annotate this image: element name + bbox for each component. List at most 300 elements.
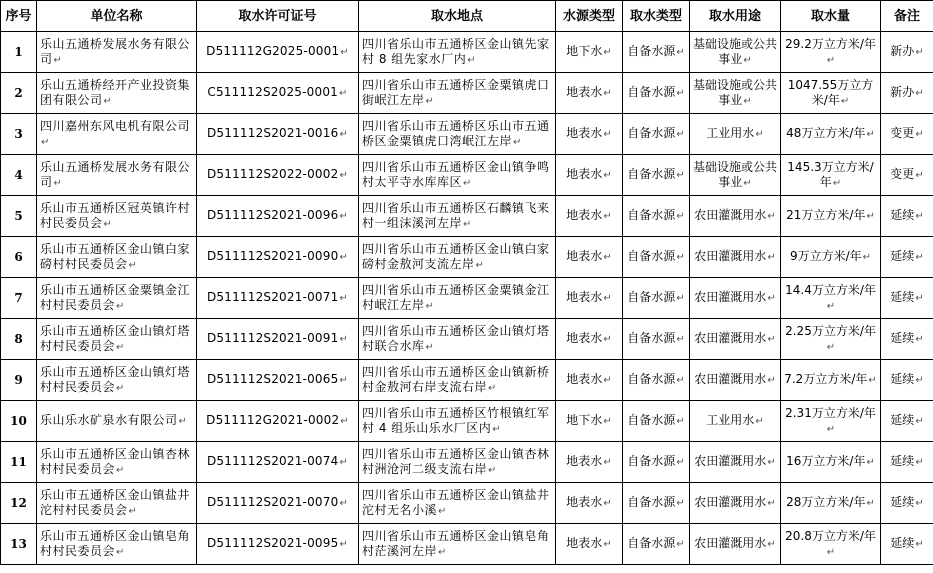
location-cell: [359, 237, 556, 278]
volume-cell-text: 2.25万立方米/年: [785, 323, 876, 338]
source-type-cell-text: 地表水: [566, 536, 603, 550]
volume-cell: [781, 114, 881, 155]
volume-cell-text: 1047.55万立方米/年: [787, 77, 874, 107]
unit-name-cell-text: 乐山市五通桥区金粟镇金江村村民委员会: [40, 282, 191, 312]
paragraph-mark-icon: ↵: [915, 293, 924, 304]
unit-name-cell-text: 乐山市五通桥区金山镇灯塔村村民委员会: [40, 364, 191, 394]
paragraph-mark-icon: ↵: [513, 136, 522, 148]
row-number-text: 6: [14, 249, 23, 264]
paragraph-mark-icon: ↵: [915, 334, 924, 345]
intake-type-cell: [623, 196, 690, 237]
source-type-cell: [556, 278, 623, 319]
header-use: 取水用途: [690, 1, 781, 32]
use-cell: [690, 401, 781, 442]
location-cell-text: 四川省乐山市五通桥区金山镇杏林村洲沧河二级支流右岸: [362, 446, 550, 476]
paragraph-mark-icon: ↵: [339, 252, 349, 263]
row-number: [1, 196, 37, 237]
paragraph-mark-icon: ↵: [603, 539, 612, 550]
header-permit: 取水许可证号: [197, 1, 359, 32]
paragraph-mark-icon: ↵: [676, 375, 685, 386]
permit-number-cell: [197, 114, 359, 155]
paragraph-mark-icon: ↵: [603, 129, 612, 140]
paragraph-mark-icon: ↵: [826, 300, 836, 312]
permit-number-cell-text: D511112G2025-0001: [206, 44, 340, 58]
permit-number-cell: [197, 401, 359, 442]
volume-cell: [781, 196, 881, 237]
location-cell-text: 四川省乐山市五通桥区金粟镇虎口街岷江左岸: [362, 77, 550, 107]
note-cell: [881, 442, 933, 483]
location-cell: [359, 196, 556, 237]
unit-name-cell-text: 乐山市五通桥区冠英镇许村村民委员会: [40, 200, 191, 230]
unit-name-cell-text: 乐山五通桥经开产业投资集团有限公司: [40, 77, 191, 107]
unit-name-cell: [37, 360, 197, 401]
paragraph-mark-icon: ↵: [339, 498, 349, 509]
volume-cell-text: 20.8万立方米/年: [785, 528, 876, 543]
paragraph-mark-icon: ↵: [767, 457, 776, 468]
location-cell-text: 四川省乐山市五通桥区金山镇盐井沱村无名小溪: [362, 487, 550, 517]
permit-number-cell: [197, 524, 359, 565]
paragraph-mark-icon: ↵: [743, 95, 752, 107]
unit-name-cell-text: 乐山乐水矿泉水有限公司: [40, 413, 178, 427]
unit-name-cell: [37, 442, 197, 483]
note-cell: [881, 483, 933, 524]
paragraph-mark-icon: ↵: [603, 498, 612, 509]
row-number: [1, 155, 37, 196]
note-cell: [881, 196, 933, 237]
use-cell-text: 农田灌溉用水: [694, 208, 767, 222]
location-cell: [359, 360, 556, 401]
paragraph-mark-icon: ↵: [743, 54, 752, 66]
unit-name-cell-text: 乐山市五通桥区金山镇杏林村村民委员会: [40, 446, 191, 476]
permit-number-cell-text: D511112G2021-0002: [206, 413, 340, 427]
header-no: 序号: [1, 1, 37, 32]
location-cell: [359, 524, 556, 565]
unit-name-cell: [37, 401, 197, 442]
row-number-text: 1: [14, 44, 23, 59]
location-cell-text: 四川省乐山市五通桥区金山镇皂角村茫溪河左岸: [362, 528, 550, 558]
volume-cell: [781, 32, 881, 73]
intake-type-cell-text: 自备水源: [627, 249, 676, 263]
paragraph-mark-icon: ↵: [866, 457, 875, 468]
source-type-cell-text: 地表水: [566, 126, 603, 140]
use-cell-text: 工业用水: [706, 413, 755, 427]
row-number-text: 11: [10, 454, 27, 469]
note-cell-text: 延续: [890, 372, 915, 386]
unit-name-cell-text: 乐山市五通桥区金山镇白家磅村村民委员会: [40, 241, 191, 271]
use-cell: [690, 196, 781, 237]
note-cell: [881, 155, 933, 196]
use-cell: [690, 73, 781, 114]
paragraph-mark-icon: ↵: [767, 539, 776, 550]
paragraph-mark-icon: ↵: [116, 382, 125, 394]
unit-name-cell: [37, 114, 197, 155]
volume-cell-text: 7.2万立方米/年: [784, 372, 868, 386]
intake-type-cell-text: 自备水源: [627, 44, 676, 58]
use-cell: [690, 483, 781, 524]
location-cell-text: 四川省乐山市五通桥区金山镇灯塔村联合水库: [362, 323, 550, 353]
header-row: [1, 1, 933, 32]
volume-cell: [781, 524, 881, 565]
source-type-cell: [556, 524, 623, 565]
unit-name-cell: [37, 155, 197, 196]
paragraph-mark-icon: ↵: [41, 136, 50, 148]
table-row: [1, 114, 933, 155]
use-cell-text: 基础设施或公共事业: [693, 36, 778, 66]
use-cell: [690, 319, 781, 360]
paragraph-mark-icon: ↵: [826, 423, 836, 435]
table-row: [1, 32, 933, 73]
intake-type-cell-text: 自备水源: [627, 208, 676, 222]
location-cell: [359, 401, 556, 442]
header-location: 取水地点: [359, 1, 556, 32]
paragraph-mark-icon: ↵: [603, 375, 612, 386]
table-row: [1, 483, 933, 524]
paragraph-mark-icon: ↵: [425, 300, 435, 312]
volume-cell: [781, 483, 881, 524]
paragraph-mark-icon: ↵: [826, 546, 836, 558]
paragraph-mark-icon: ↵: [438, 505, 447, 517]
volume-cell-text: 14.4万立方米/年: [785, 282, 876, 297]
paragraph-mark-icon: ↵: [676, 498, 685, 509]
paragraph-mark-icon: ↵: [868, 375, 877, 386]
use-cell-text: 农田灌溉用水: [694, 290, 767, 304]
unit-name-cell: [37, 237, 197, 278]
unit-name-cell-text: 乐山市五通桥区金山镇灯塔村村民委员会: [40, 323, 191, 353]
paragraph-mark-icon: ↵: [339, 211, 349, 222]
row-number-text: 10: [10, 413, 27, 428]
location-cell-text: 四川省乐山市五通桥区金山镇新桥村金敖河右岸支流右岸: [362, 364, 550, 394]
paragraph-mark-icon: ↵: [463, 177, 472, 189]
note-cell-text: 延续: [890, 290, 915, 304]
table-row: [1, 401, 933, 442]
source-type-cell: [556, 73, 623, 114]
row-number: [1, 442, 37, 483]
volume-cell: [781, 237, 881, 278]
note-cell: [881, 237, 933, 278]
header-note: 备注: [881, 1, 933, 32]
paragraph-mark-icon: ↵: [866, 129, 875, 140]
paragraph-mark-icon: ↵: [103, 218, 113, 230]
intake-type-cell: [623, 278, 690, 319]
paragraph-mark-icon: ↵: [862, 252, 872, 263]
source-type-cell-text: 地表水: [566, 208, 603, 222]
location-cell-text: 四川省乐山市五通桥区石麟镇飞来村一组沫溪河左岸: [362, 200, 550, 230]
source-type-cell: [556, 155, 623, 196]
paragraph-mark-icon: ↵: [767, 211, 776, 222]
permit-number-cell-text: D511112S2021-0016: [206, 126, 339, 140]
table-row: [1, 278, 933, 319]
row-number: [1, 278, 37, 319]
unit-name-cell: [37, 278, 197, 319]
paragraph-mark-icon: ↵: [755, 416, 764, 427]
paragraph-mark-icon: ↵: [866, 211, 875, 222]
source-type-cell-text: 地表水: [566, 249, 603, 263]
paragraph-mark-icon: ↵: [767, 498, 776, 509]
location-cell-text: 四川省乐山市五通桥区金山镇先家村 8 组先家水厂内: [362, 36, 550, 66]
location-cell: [359, 483, 556, 524]
paragraph-mark-icon: ↵: [915, 88, 924, 99]
paragraph-mark-icon: ↵: [116, 546, 125, 558]
volume-cell-text: 2.31万立方米/年: [785, 405, 876, 420]
use-cell-text: 农田灌溉用水: [694, 331, 767, 345]
permit-number-cell: [197, 196, 359, 237]
volume-cell-text: 28万立方米/年: [786, 495, 866, 509]
table-row: [1, 196, 933, 237]
use-cell-text: 农田灌溉用水: [694, 372, 767, 386]
paragraph-mark-icon: ↵: [832, 177, 842, 189]
volume-cell-text: 145.3万立方米/年: [787, 159, 874, 189]
paragraph-mark-icon: ↵: [840, 95, 850, 107]
permit-number-cell-text: D511112S2021-0096: [206, 208, 339, 222]
paragraph-mark-icon: ↵: [339, 539, 349, 550]
intake-type-cell: [623, 524, 690, 565]
volume-cell: [781, 278, 881, 319]
volume-cell-text: 9万立方米/年: [789, 249, 862, 263]
paragraph-mark-icon: ↵: [492, 423, 502, 435]
paragraph-mark-icon: ↵: [128, 505, 138, 517]
paragraph-mark-icon: ↵: [755, 129, 764, 140]
location-cell: [359, 155, 556, 196]
source-type-cell: [556, 401, 623, 442]
permit-number-cell-text: D511112S2021-0074: [206, 454, 339, 468]
permit-number-cell-text: D511112S2022-0002: [206, 167, 339, 181]
note-cell: [881, 278, 933, 319]
paragraph-mark-icon: ↵: [915, 170, 924, 181]
use-cell-text: 基础设施或公共事业: [693, 77, 778, 107]
note-cell-text: 延续: [890, 536, 915, 550]
permit-number-cell-text: D511112S2021-0071: [206, 290, 339, 304]
source-type-cell: [556, 114, 623, 155]
note-cell: [881, 360, 933, 401]
intake-type-cell: [623, 360, 690, 401]
permit-number-cell: [197, 319, 359, 360]
intake-type-cell-text: 自备水源: [627, 85, 676, 99]
paragraph-mark-icon: ↵: [339, 88, 348, 99]
paragraph-mark-icon: ↵: [915, 211, 924, 222]
intake-type-cell: [623, 442, 690, 483]
source-type-cell: [556, 237, 623, 278]
use-cell: [690, 114, 781, 155]
use-cell: [690, 237, 781, 278]
paragraph-mark-icon: ↵: [339, 457, 349, 468]
location-cell-text: 四川省乐山市五通桥区竹根镇红军村 4 组乐山乐水厂区内: [362, 405, 550, 435]
source-type-cell-text: 地表水: [566, 495, 603, 509]
source-type-cell-text: 地表水: [566, 454, 603, 468]
paragraph-mark-icon: ↵: [340, 416, 349, 427]
location-cell: [359, 278, 556, 319]
use-cell: [690, 278, 781, 319]
paragraph-mark-icon: ↵: [603, 457, 612, 468]
note-cell-text: 延续: [890, 413, 915, 427]
table-row: [1, 442, 933, 483]
row-number-text: 9: [14, 372, 23, 387]
paragraph-mark-icon: ↵: [676, 457, 685, 468]
table-row: [1, 73, 933, 114]
use-cell-text: 农田灌溉用水: [694, 454, 767, 468]
intake-type-cell-text: 自备水源: [627, 536, 676, 550]
paragraph-mark-icon: ↵: [676, 211, 685, 222]
row-number: [1, 32, 37, 73]
volume-cell: [781, 401, 881, 442]
row-number-text: 13: [10, 536, 27, 551]
paragraph-mark-icon: ↵: [116, 341, 125, 353]
intake-type-cell: [623, 401, 690, 442]
unit-name-cell: [37, 319, 197, 360]
header-volume: 取水量: [781, 1, 881, 32]
header-unit: 单位名称: [37, 1, 197, 32]
source-type-cell: [556, 319, 623, 360]
intake-type-cell: [623, 73, 690, 114]
unit-name-cell: [37, 483, 197, 524]
row-number-text: 12: [10, 495, 27, 510]
permit-number-cell: [197, 278, 359, 319]
note-cell: [881, 32, 933, 73]
paragraph-mark-icon: ↵: [603, 47, 612, 58]
intake-type-cell: [623, 155, 690, 196]
paragraph-mark-icon: ↵: [676, 88, 685, 99]
volume-cell: [781, 73, 881, 114]
volume-cell: [781, 360, 881, 401]
header-source-type: 水源类型: [556, 1, 623, 32]
volume-cell-text: 16万立方米/年: [786, 454, 866, 468]
paragraph-mark-icon: ↵: [603, 88, 612, 99]
paragraph-mark-icon: ↵: [603, 416, 612, 427]
source-type-cell: [556, 360, 623, 401]
source-type-cell: [556, 483, 623, 524]
permit-number-cell-text: D511112S2021-0070: [206, 495, 339, 509]
table-row: [1, 524, 933, 565]
paragraph-mark-icon: ↵: [603, 293, 612, 304]
use-cell-text: 农田灌溉用水: [694, 249, 767, 263]
note-cell: [881, 524, 933, 565]
row-number: [1, 524, 37, 565]
row-number-text: 8: [14, 331, 23, 346]
paragraph-mark-icon: ↵: [767, 375, 776, 386]
paragraph-mark-icon: ↵: [767, 252, 776, 263]
paragraph-mark-icon: ↵: [676, 47, 685, 58]
note-cell-text: 新办: [890, 44, 915, 58]
permit-number-cell-text: D511112S2021-0065: [206, 372, 339, 386]
note-cell: [881, 114, 933, 155]
table-row: [1, 360, 933, 401]
source-type-cell: [556, 196, 623, 237]
paragraph-mark-icon: ↵: [826, 341, 836, 353]
paragraph-mark-icon: ↵: [866, 498, 875, 509]
unit-name-cell: [37, 196, 197, 237]
paragraph-mark-icon: ↵: [339, 170, 349, 181]
use-cell-text: 农田灌溉用水: [694, 495, 767, 509]
note-cell: [881, 73, 933, 114]
note-cell: [881, 401, 933, 442]
source-type-cell-text: 地下水: [566, 413, 603, 427]
unit-name-cell-text: 四川嘉州东风电机有限公司: [40, 118, 191, 133]
paragraph-mark-icon: ↵: [915, 498, 924, 509]
volume-cell-text: 21万立方米/年: [786, 208, 866, 222]
location-cell: [359, 114, 556, 155]
location-cell-text: 四川省乐山市五通桥区金粟镇金江村岷江左岸: [362, 282, 550, 312]
paragraph-mark-icon: ↵: [743, 177, 752, 189]
intake-type-cell: [623, 114, 690, 155]
permit-number-cell-text: D511112S2021-0091: [206, 331, 339, 345]
use-cell: [690, 32, 781, 73]
paragraph-mark-icon: ↵: [915, 47, 924, 58]
row-number: [1, 319, 37, 360]
intake-type-cell: [623, 483, 690, 524]
volume-cell: [781, 442, 881, 483]
paragraph-mark-icon: ↵: [603, 211, 612, 222]
volume-cell: [781, 319, 881, 360]
permit-number-cell: [197, 155, 359, 196]
paragraph-mark-icon: ↵: [475, 259, 485, 271]
permit-number-cell: [197, 483, 359, 524]
row-number: [1, 401, 37, 442]
paragraph-mark-icon: ↵: [676, 539, 685, 550]
row-number: [1, 237, 37, 278]
row-number-text: 4: [14, 167, 23, 182]
paragraph-mark-icon: ↵: [178, 416, 188, 427]
source-type-cell-text: 地表水: [566, 85, 603, 99]
paragraph-mark-icon: ↵: [603, 334, 612, 345]
unit-name-cell: [37, 73, 197, 114]
paragraph-mark-icon: ↵: [116, 300, 125, 312]
unit-name-cell-text: 乐山市五通桥区金山镇盐井沱村村民委员会: [40, 487, 191, 517]
unit-name-cell: [37, 524, 197, 565]
source-type-cell-text: 地表水: [566, 372, 603, 386]
paragraph-mark-icon: ↵: [915, 539, 924, 550]
row-number: [1, 483, 37, 524]
use-cell-text: 工业用水: [706, 126, 755, 140]
table-row: [1, 155, 933, 196]
permit-number-cell-text: D511112S2021-0090: [206, 249, 339, 263]
note-cell-text: 变更: [890, 167, 915, 181]
intake-type-cell: [623, 319, 690, 360]
paragraph-mark-icon: ↵: [603, 252, 612, 263]
unit-name-cell-text: 乐山五通桥发展水务有限公司: [40, 159, 191, 189]
note-cell-text: 延续: [890, 208, 915, 222]
location-cell: [359, 319, 556, 360]
use-cell: [690, 360, 781, 401]
use-cell: [690, 442, 781, 483]
permit-number-cell-text: C511112S2025-0001: [207, 85, 339, 99]
intake-type-cell-text: 自备水源: [627, 454, 676, 468]
location-cell-text: 四川省乐山市五通桥区乐山市五通桥区金粟镇虎口湾岷江左岸: [362, 118, 550, 148]
table-body: [1, 32, 933, 565]
table-row: [1, 237, 933, 278]
location-cell: [359, 73, 556, 114]
note-cell-text: 延续: [890, 331, 915, 345]
row-number: [1, 73, 37, 114]
location-cell: [359, 32, 556, 73]
intake-type-cell-text: 自备水源: [627, 331, 676, 345]
volume-cell-text: 29.2万立方米/年: [785, 36, 876, 51]
note-cell-text: 新办: [890, 85, 915, 99]
row-number: [1, 114, 37, 155]
paragraph-mark-icon: ↵: [915, 416, 924, 427]
paragraph-mark-icon: ↵: [676, 170, 685, 181]
note-cell-text: 延续: [890, 249, 915, 263]
header-intake-type: 取水类型: [623, 1, 690, 32]
permit-number-cell-text: D511112S2021-0095: [206, 536, 339, 550]
paragraph-mark-icon: ↵: [603, 170, 612, 181]
paragraph-mark-icon: ↵: [425, 95, 435, 107]
permit-number-cell: [197, 237, 359, 278]
intake-type-cell-text: 自备水源: [627, 372, 676, 386]
note-cell-text: 延续: [890, 495, 915, 509]
permit-number-cell: [197, 442, 359, 483]
note-cell-text: 变更: [890, 126, 915, 140]
source-type-cell-text: 地表水: [566, 290, 603, 304]
row-number: [1, 360, 37, 401]
